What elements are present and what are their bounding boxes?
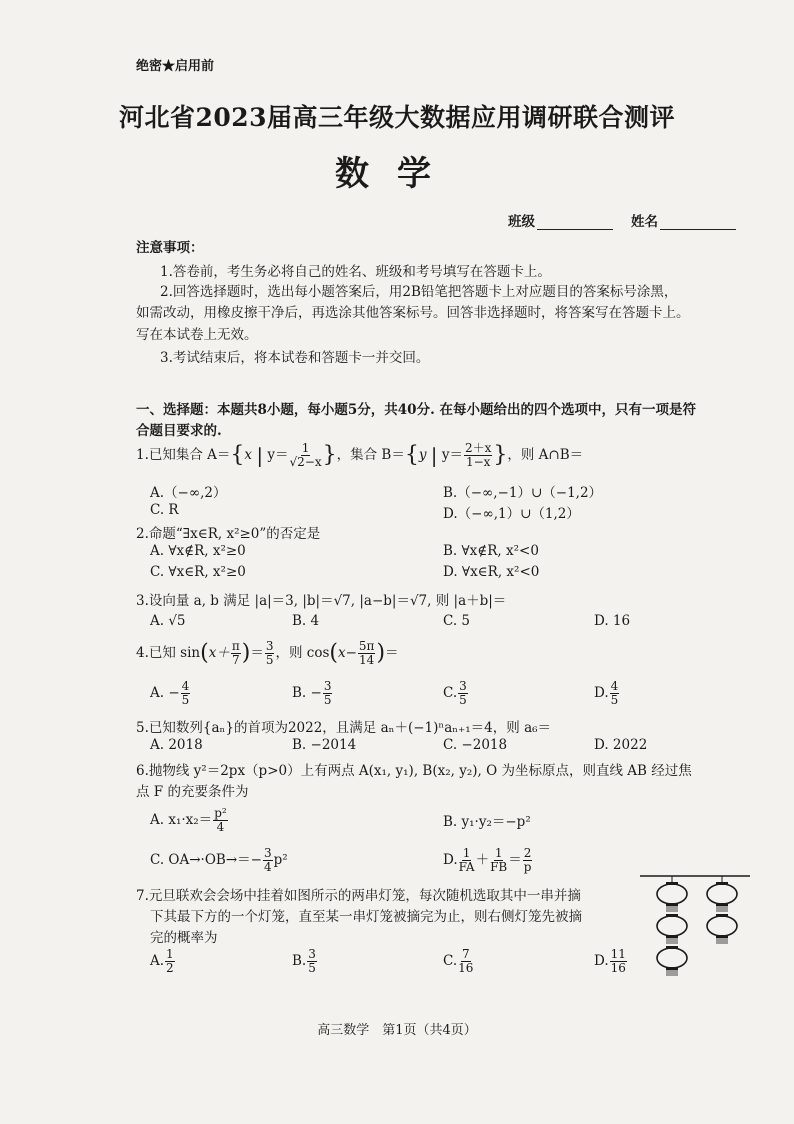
- secret-label: 绝密★启用前: [136, 59, 215, 74]
- question-5-stem: 5.已知数列{aₙ}的首项为2022，且满足 aₙ＋(−1)ⁿaₙ₊₁＝4，则 a₆＝: [136, 720, 552, 736]
- option-a: A. − $\frac{4}{5}$: [150, 679, 190, 707]
- question-6-stem: 6.抛物线 y²＝2px（p>0）上有两点 A(x₁, y₁), B(x₂, y₂), O 为坐标原点，则直线 AB 经过焦: [136, 763, 692, 779]
- lantern-icon: [707, 914, 737, 944]
- fraction: $\frac{2+x}{1-x}$: [464, 441, 492, 469]
- lantern-icon: [657, 882, 687, 912]
- option-a: A. 2018: [150, 737, 203, 753]
- fraction: $\frac{3}{5}$: [265, 639, 274, 667]
- notice-item: 2.回答选择题时，选出每小题答案后，用2B铅笔把答题卡上对应题目的答案标号涂黑，: [160, 284, 678, 300]
- option-c: C. −2018: [443, 737, 508, 753]
- name-field: [660, 215, 736, 230]
- option-a: A. ∀x∉R, x²≥0: [150, 543, 246, 559]
- option-b: B. −2014: [292, 737, 357, 753]
- fraction: $\frac{1}{√2-x}$: [289, 441, 322, 469]
- notice-item: 如需改动，用橡皮擦干净后，再选涂其他答案标号。回答非选择题时，将答案写在答题卡上。: [136, 305, 690, 321]
- lantern-icon: [657, 946, 687, 976]
- notice-item: 写在本试卷上无效。: [136, 327, 258, 343]
- option-c: C. ∀x∈R, x²≥0: [150, 564, 246, 580]
- option-c: C. $\frac{3}{5}$: [443, 679, 467, 707]
- option-a: A.（−∞,2）: [150, 485, 227, 501]
- option-d: D. $\frac{11}{16}$: [594, 947, 626, 975]
- option-a: A. $\frac{1}{2}$: [150, 947, 174, 975]
- fraction: $\frac{\pi}{7}$: [231, 639, 240, 667]
- class-field: [537, 215, 613, 230]
- option-c: C. 5: [443, 613, 471, 629]
- option-c: C. $\frac{7}{16}$: [443, 947, 474, 975]
- option-a: A. √5: [150, 613, 186, 629]
- name-label: 姓名: [631, 214, 658, 230]
- option-d: D. ∀x∈R, x²<0: [443, 564, 540, 580]
- lantern-icon: [657, 914, 687, 944]
- question-1-stem: 1.已知集合 A＝{x | y＝ $\frac{1}{√2-x}$ }，集合 B＝{y | y＝ $\frac{2+x}{1-x}$ }，则 A∩B＝: [136, 441, 584, 469]
- option-b: B. ∀x∉R, x²<0: [443, 543, 539, 559]
- question-7-stem: 下其最下方的一个灯笼，直至某一串灯笼被摘完为止，则右侧灯笼先被摘: [150, 909, 582, 925]
- subject-title: 数学: [335, 154, 459, 194]
- option-d: D. 2022: [594, 737, 648, 753]
- option-d: D. $\frac{4}{5}$: [594, 679, 619, 707]
- fraction: $\frac{5\pi}{14}$: [358, 639, 375, 667]
- lantern-figure: [638, 872, 753, 984]
- section-heading: 合题目要求的.: [136, 423, 222, 439]
- option-a: A. x₁·x₂＝ $\frac{\text{p²}}{4}$: [150, 806, 227, 834]
- class-label: 班级: [508, 214, 535, 230]
- option-c: C. R: [150, 502, 179, 518]
- option-d: D. $\frac{1}{FA}$ ＋ $\frac{1}{FB}$ ＝ $\frac{2}{p}$: [443, 846, 532, 874]
- question-4-stem: 4.已知 sin(x＋ $\frac{\pi}{7}$ )＝ $\frac{3}{5}$ ，则 cos(x− $\frac{5\pi}{14}$ )＝: [136, 639, 399, 667]
- option-b: B. $\frac{3}{5}$: [292, 947, 316, 975]
- class-name-fields: [508, 210, 754, 230]
- option-b: B. 4: [292, 613, 320, 629]
- option-b: B. y₁·y₂＝−p²: [443, 814, 531, 830]
- notice-item: 3.考试结束后，将本试卷和答题卡一并交回。: [160, 350, 430, 366]
- question-3-stem: 3.设向量 a, b 满足 |a|＝3, |b|＝√7, |a−b|＝√7, 则 |a＋b|＝: [136, 593, 507, 609]
- question-7-stem: 7.元旦联欢会会场中挂着如图所示的两串灯笼，每次随机选取其中一串并摘: [136, 888, 581, 904]
- exam-title: 河北省2023届高三年级大数据应用调研联合测评: [118, 103, 676, 132]
- page-footer: 高三数学 第1页（共4页）: [317, 1023, 477, 1038]
- question-7-stem: 完的概率为: [150, 930, 218, 946]
- question-2-stem: 2.命题“∃x∈R, x²≥0”的否定是: [136, 526, 321, 542]
- lantern-icon: [707, 882, 737, 912]
- option-b: B. − $\frac{3}{5}$: [292, 679, 332, 707]
- notice-heading: 注意事项：: [136, 240, 204, 256]
- option-b: B.（−∞,−1）∪（−1,2）: [443, 485, 603, 501]
- notice-item: 1.答卷前，考生务必将自己的姓名、班级和考号填写在答题卡上。: [160, 264, 551, 280]
- option-d: D. 16: [594, 613, 631, 629]
- option-c: C. OA→·OB→＝− $\frac{3}{4}$ p²: [150, 846, 288, 874]
- option-d: D.（−∞,1）∪（1,2）: [443, 506, 580, 522]
- section-heading: 一、选择题：本题共8小题，每小题5分，共40分. 在每小题给出的四个选项中，只有一项是符: [136, 402, 696, 418]
- question-6-stem: 点 F 的充要条件为: [136, 784, 249, 800]
